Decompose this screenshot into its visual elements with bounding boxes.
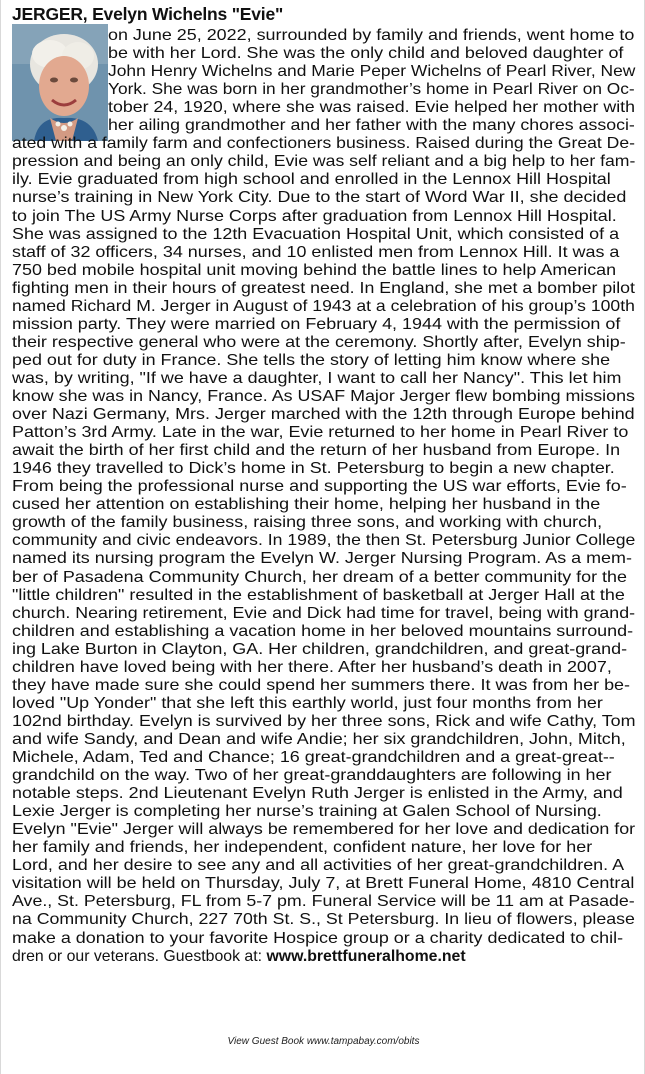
obituary-line: know she was in Nancy, France. As USAF Major Jerger flew bombing missions	[12, 388, 635, 405]
obituary-line: await the birth of her first child and the return of her husband from Europe. In	[12, 442, 621, 460]
obituary-line: 102nd birthday. Evelyn is survived by her three sons, Rick and wife Cathy, Tom	[12, 712, 636, 730]
obituary-line: named its nursing program the Evelyn W. Jerger Nursing Program. As a mem-	[12, 550, 632, 568]
obituary-line: be with her Lord. She was the only child and beloved daughter of	[108, 45, 624, 63]
obituary-line: visitation will be held on Thursday, July 7, at Brett Funeral Home, 4810 Central	[12, 875, 635, 893]
obituary-line: John Henry Wichelns and Marie Peper Wichelns of Pearl River, New	[108, 63, 636, 81]
obituary-last-line-text: dren or our veterans. Guestbook at:	[12, 947, 267, 965]
obituary-line: She was assigned to the 12th Evacuation Hospital Unit, which consisted of a	[12, 225, 620, 243]
obituary-line: staff of 32 officers, 34 nurses, and 10 enlisted men from Lennox Hill. It was a	[12, 243, 620, 261]
obituary-line: na Community Church, 227 70th St. S., St Petersburg. In lieu of flowers, please	[12, 911, 635, 929]
obituary-line: church. Nearing retirement, Evie and Dick had time for travel, being with grand-	[12, 604, 636, 622]
obituary-line: 750 bed mobile hospital unit moving behind the battle lines to help American	[12, 261, 617, 279]
obituary-line: Evelyn "Evie" Jerger will always be remembered for her love and dedication for	[12, 821, 636, 839]
obituary-line: ing Lake Burton in Clayton, GA. Her children, grandchildren, and great-grand-	[12, 640, 628, 658]
obituary-line: Lexie Jerger is completing her nurse’s training at Galen School of Nursing.	[12, 803, 602, 821]
obituary-line: tober 24, 1920, where she was raised. Evie helped her mother with	[108, 99, 636, 117]
obituary-line: mission party. They were married on February 4, 1944 with the permission of	[12, 315, 621, 333]
obituary-line: was, by writing, "If we have a daughter, I want to call her Nancy". This let him	[12, 369, 622, 387]
obituary-line: to join The US Army Nurse Corps after graduation from Lennox Hill Hospital.	[12, 207, 617, 225]
obituary-line: ily. Evie graduated from high school and enrolled in the Lennox Hill Hospital	[12, 171, 611, 189]
obituary-line: her ailing grandmother and her father with the many chores associ-	[108, 117, 635, 135]
obituary-line: and wife Sandy, and Dean and wife Andie; her six grandchildren, John, Mitch,	[12, 730, 626, 748]
obituary-line: Patton’s 3rd Army. Late in the war, Evie returned to her home in Pearl River to	[12, 424, 629, 442]
obituary-line: ated with a family farm and confectioners business. Raised during the Great De-	[12, 135, 635, 153]
obituary-line: "little children" resulted in the establishment of basketball at Jerger Hall at the	[12, 586, 625, 604]
obituary-line: 1946 they travelled to Dick’s home in St. Petersburg to begin a new chapter.	[12, 460, 615, 478]
obituary-line: grandchild on the way. Two of her great-granddaughters are following in her	[12, 767, 612, 785]
obituary-headline: JERGER, Evelyn Wichelns "Evie"	[12, 4, 284, 24]
obituary-line: her family and friends, her independent, confident nature, her love for her	[12, 839, 593, 857]
obituary-line: their respective general who were at the ceremony. Shortly after, Evelyn ship-	[12, 333, 626, 351]
obituary-line: ber of Pasadena Community Church, her dream of a better community for the	[12, 568, 627, 586]
obituary-line: children and establishing a vacation home in her beloved mountains surround-	[12, 622, 634, 640]
obituary-last-line	[12, 948, 466, 966]
obituary-line: Michele, Adam, Ted and Chance; 16 great-grandchildren and a great-great--	[12, 749, 615, 766]
obituary-line: loved "Up Yonder" that she left this earthly world, just four months from her	[12, 694, 603, 712]
obituary-line: notable steps. 2nd Lieutenant Evelyn Ruth Jerger is enlisted in the Army, and	[12, 785, 623, 803]
portrait-photo	[12, 24, 108, 141]
obituary-line: named Richard M. Jerger in August of 1943 at a celebration of his group’s 100th	[12, 297, 635, 315]
obituary-line: Lord, and her desire to see any and all activities of her great-grandchildren. A	[12, 857, 625, 875]
obituary-line: community and civic endeavors. In 1989, the then St. Petersburg Junior College	[12, 532, 636, 550]
obituary-line: York. She was born in her grandmother’s home in Pearl River on Oc-	[108, 81, 635, 99]
obituary-line: From being the professional nurse and supporting the US war efforts, Evie fo-	[12, 478, 627, 496]
obituary-line: Ave., St. Petersburg, FL from 5-7 pm. Funeral Service will be 11 am at Pasade-	[12, 893, 635, 911]
obituary-line: make a donation to your favorite Hospice group or a charity dedicated to chil-	[12, 929, 624, 947]
obituary-line: cused her attention on establishing their home, helping her husband in the	[12, 496, 601, 514]
obituary-line: nurse’s training in New York City. Due to the start of Word War II, she decided	[12, 189, 627, 207]
portrait-image	[12, 24, 108, 141]
obituary-line: on June 25, 2022, surrounded by family and friends, went home to	[108, 27, 635, 44]
obituary-line: pression and being an only child, Evie was self reliant and a big help to her fam-	[12, 153, 636, 171]
obituary-line: fighting men in their hours of greatest need. In England, she met a bomber pilot	[12, 279, 635, 297]
guestbook-link[interactable]: www.brettfuneralhome.net	[266, 947, 466, 965]
obituary-line: over Nazi Germany, Mrs. Jerger marched with the 12th through Europe behind	[12, 406, 635, 424]
obituary-line: ped out for duty in France. She tells the story of letting him know where she	[12, 351, 611, 369]
obituary-line: children have loved being with her there. After her husband’s death in 2007,	[12, 658, 612, 676]
obituary-line: they have made sure she could spend her summers there. It was from her be-	[12, 676, 630, 694]
guest-book-footer: View Guest Book www.tampabay.com/obits	[227, 1036, 420, 1047]
obituary-line: growth of the family business, raising three sons, and working with church,	[12, 514, 603, 532]
